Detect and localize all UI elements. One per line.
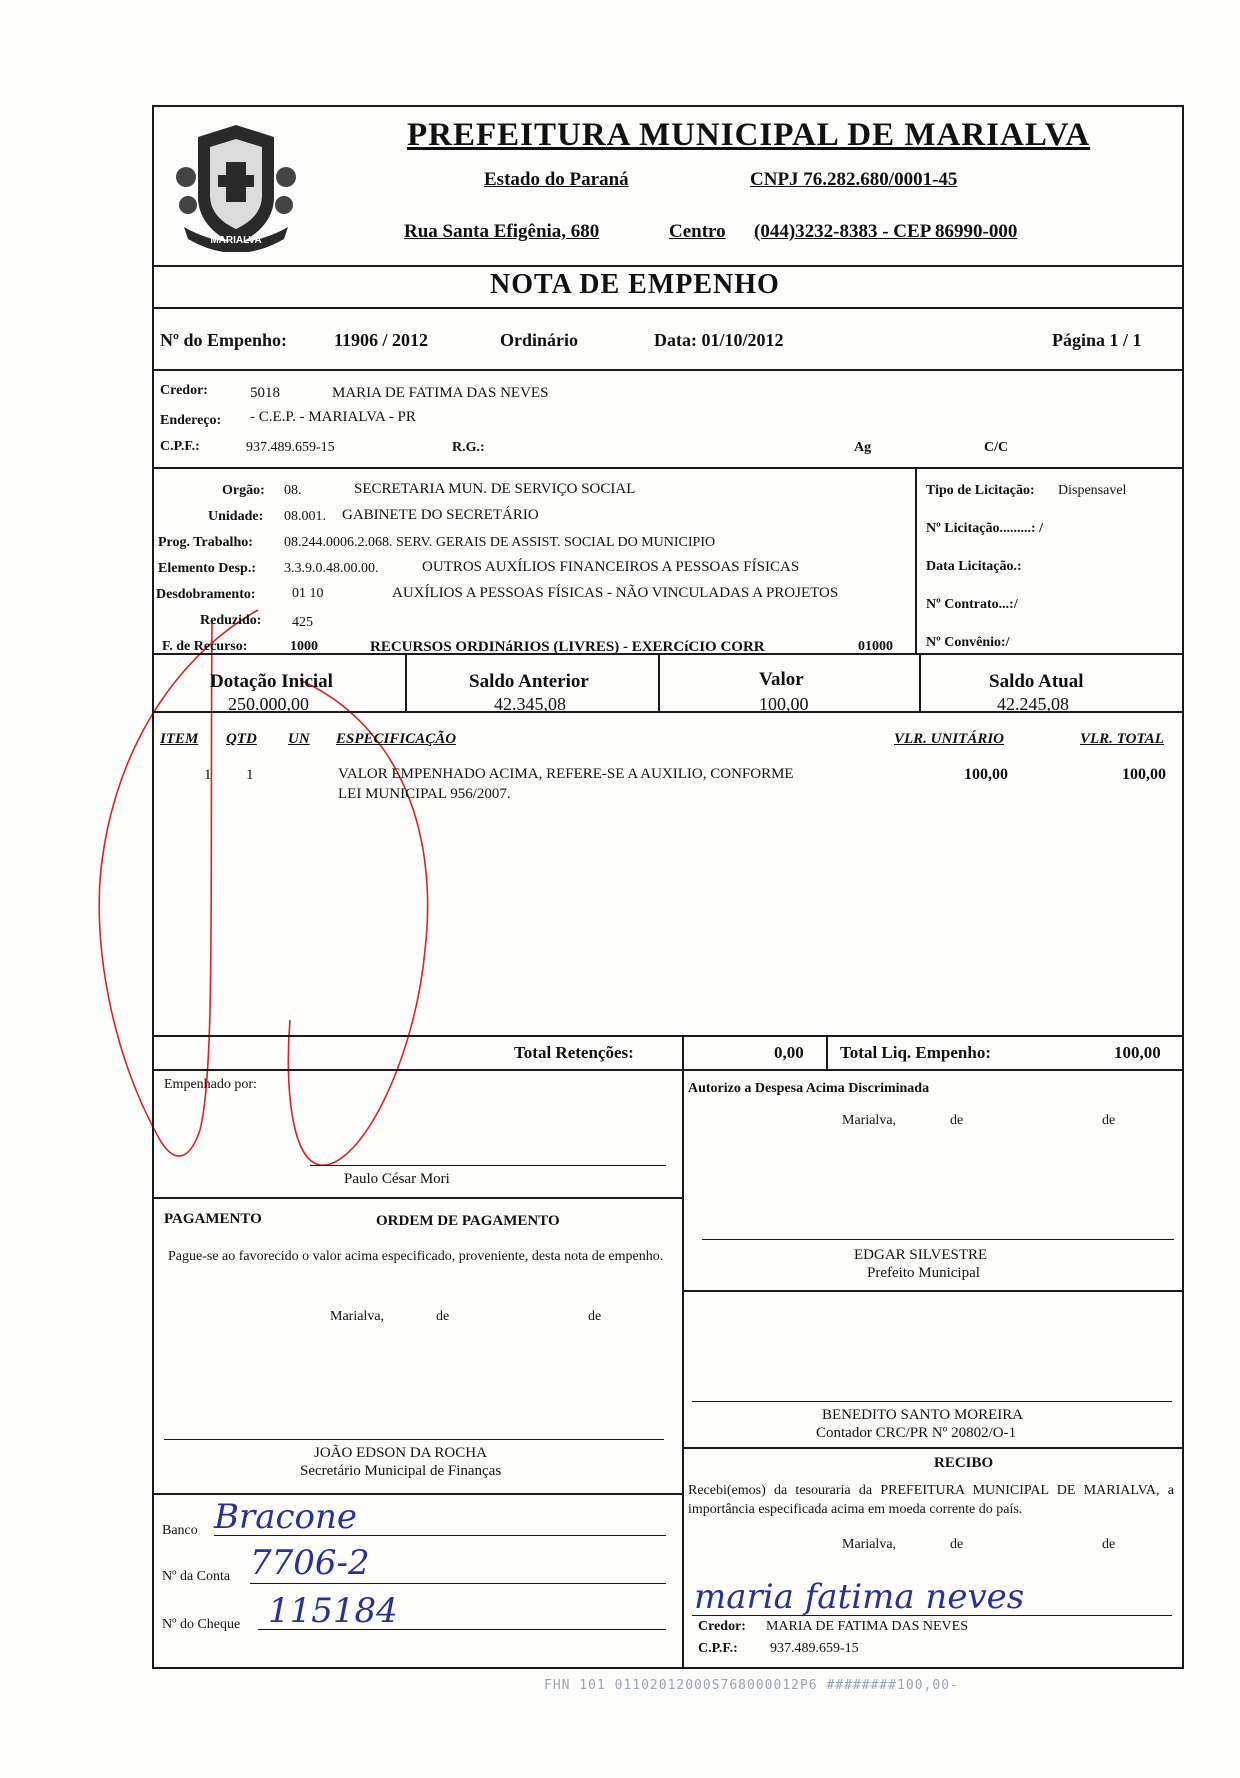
saldo-anterior-value: 42.345,08 [494, 694, 566, 714]
saldo-atual-label: Saldo Atual [989, 671, 1084, 692]
prefeito-name: EDGAR SILVESTRE [854, 1247, 988, 1263]
desdobramento-name: AUXÍLIOS A PESSOAS FÍSICAS - NÃO VINCULADAS A PROJETOS [392, 585, 839, 601]
credor-label: Credor: [160, 383, 208, 398]
autorizo-title: Autorizo a Despesa Acima Discriminada [688, 1081, 930, 1096]
desdobramento-code: 01 10 [292, 586, 324, 601]
desdobramento-label: Desdobramento: [156, 587, 256, 602]
banco-handwritten: Bracone [214, 1497, 358, 1537]
empenho-type: Ordinário [500, 330, 579, 350]
tipo-licitacao-label: Tipo de Licitação: [926, 483, 1035, 498]
tipo-licitacao-value: Dispensavel [1058, 483, 1127, 498]
num-contrato: Nº Contrato...:/ [926, 597, 1018, 612]
page-number: Página 1 / 1 [1052, 330, 1142, 350]
cc-label: C/C [984, 440, 1009, 455]
document-title: NOTA DE EMPENHO [490, 269, 780, 300]
credor-code: 5018 [250, 385, 280, 401]
pagamento-label: PAGAMENTO [164, 1211, 262, 1227]
recibo-place: Marialva, [842, 1537, 897, 1552]
cpf-value: 937.489.659-15 [246, 440, 335, 455]
autorizo-de1: de [950, 1113, 964, 1128]
elemento-code: 3.3.9.0.48.00.00. [284, 561, 379, 576]
retencoes-label: Total Retenções: [514, 1043, 634, 1062]
valor-value: 100,00 [759, 694, 809, 714]
item-unit-value: 100,00 [964, 766, 1008, 783]
recibo-de1: de [950, 1537, 964, 1552]
empenhado-por-label: Empenhado por: [164, 1077, 257, 1092]
prefeitura-title: PREFEITURA MUNICIPAL DE MARIALVA [407, 117, 1091, 153]
item-spec-line2: LEI MUNICIPAL 956/2007. [338, 786, 511, 802]
pagamento-de1: de [436, 1309, 450, 1324]
recibo-cpf-label: C.P.F.: [698, 1641, 738, 1656]
num-licitacao: Nº Licitação.........: / [926, 521, 1043, 536]
recibo-cpf-value: 937.489.659-15 [770, 1641, 859, 1656]
recibo-de2: de [1102, 1537, 1116, 1552]
autorizo-place: Marialva, [842, 1113, 897, 1128]
street-address: Rua Santa Efigênia, 680 [404, 221, 600, 242]
contador-name: BENEDITO SANTO MOREIRA [822, 1407, 1024, 1423]
recurso-number: 01000 [858, 639, 893, 654]
rg-label: R.G.: [452, 440, 485, 455]
recibo-credor-name: MARIA DE FATIMA DAS NEVES [766, 1619, 968, 1634]
item-spec-line1: VALOR EMPENHADO ACIMA, REFERE-SE A AUXILIO, CONFORME [338, 766, 794, 782]
endereco-label: Endereço: [160, 413, 222, 428]
prog-trabalho-label: Prog. Trabalho: [158, 535, 253, 550]
item-number: 1 [204, 767, 212, 783]
municipal-seal-icon [174, 117, 299, 252]
orgao-code: 08. [284, 483, 302, 498]
cheque-handwritten: 115184 [268, 1591, 398, 1631]
col-header-qtd: QTD [226, 731, 257, 747]
cnpj: CNPJ 76.282.680/0001-45 [750, 169, 958, 190]
banco-label: Banco [162, 1523, 198, 1538]
dotacao-label: Dotação Inicial [210, 671, 333, 692]
recurso-label: F. de Recurso: [162, 639, 248, 654]
credor-name: MARIA DE FATIMA DAS NEVES [332, 385, 549, 401]
phone-cep: (044)3232-8383 - CEP 86990-000 [754, 221, 1018, 242]
unidade-code: 08.001. [284, 509, 326, 524]
cheque-label: Nº do Cheque [162, 1617, 241, 1632]
pagamento-text: Pague-se ao favorecido o valor acima especificado, proveniente, desta nota de empenho. [168, 1249, 664, 1264]
pagamento-de2: de [588, 1309, 602, 1324]
elemento-name: OUTROS AUXÍLIOS FINANCEIROS A PESSOAS FÍSICAS [422, 559, 800, 575]
ordem-pagamento-title: ORDEM DE PAGAMENTO [376, 1213, 560, 1229]
autorizo-de2: de [1102, 1113, 1116, 1128]
valor-label: Valor [759, 669, 804, 690]
state-name: Estado do Paraná [484, 169, 629, 190]
secretario-name: JOÃO EDSON DA ROCHA [314, 1445, 487, 1461]
empenho-number: 11906 / 2012 [334, 330, 429, 350]
svg-text:MARIALVA: MARIALVA [210, 235, 262, 246]
col-header-total-value: VLR. TOTAL [1080, 731, 1164, 747]
credor-signature: maria fatima neves [694, 1577, 1025, 1617]
orgao-label: Orgão: [222, 483, 265, 498]
endereco-value: - C.E.P. - MARIALVA - PR [250, 409, 416, 425]
nota-empenho-document [152, 105, 1184, 1669]
reduzido-value: 425 [292, 615, 313, 630]
prefeito-role: Prefeito Municipal [867, 1265, 980, 1281]
empenhado-por-name: Paulo César Mori [344, 1171, 450, 1187]
liq-empenho-label: Total Liq. Empenho: [840, 1043, 991, 1062]
ag-label: Ag [854, 440, 872, 455]
data-licitacao: Data Licitação.: [926, 559, 1022, 574]
saldo-atual-value: 42.245,08 [997, 694, 1069, 714]
prog-trabalho-value: 08.244.0006.2.068. SERV. GERAIS DE ASSIST. SOCIAL DO MUNICIPIO [284, 535, 716, 550]
col-header-spec: ESPECIFICAÇÃO [336, 731, 457, 747]
recibo-title: RECIBO [934, 1455, 994, 1471]
liq-empenho-value: 100,00 [1114, 1043, 1161, 1062]
unidade-label: Unidade: [208, 509, 264, 524]
empenho-date: Data: 01/10/2012 [654, 330, 784, 350]
item-total-value: 100,00 [1122, 766, 1166, 783]
dotacao-value: 250.000,00 [228, 694, 309, 714]
unidade-name: GABINETE DO SECRETÁRIO [342, 507, 539, 523]
pagamento-place: Marialva, [330, 1309, 385, 1324]
item-qtd: 1 [246, 767, 254, 783]
scan-footer-code: FHN 101 01102012000S768000012P6 ########100,00- [544, 1678, 959, 1693]
reduzido-label: Reduzido: [200, 613, 262, 628]
retencoes-value: 0,00 [774, 1043, 804, 1062]
recurso-code: 1000 [290, 639, 318, 654]
recurso-name: RECURSOS ORDINáRIOS (LIVRES) - EXERCíCIO CORR [370, 639, 765, 655]
conta-label: Nº da Conta [162, 1569, 231, 1584]
empenho-label: Nº do Empenho: [160, 330, 287, 350]
secretario-role: Secretário Municipal de Finanças [300, 1463, 502, 1479]
col-header-un: UN [288, 731, 310, 747]
recibo-text: Recebi(emos) da tesouraria da PREFEITURA MUNICIPAL DE MARIALVA, a importância especificada acima em moeda corrente do país. [688, 1483, 1174, 1517]
saldo-anterior-label: Saldo Anterior [469, 671, 589, 692]
col-header-unit-value: VLR. UNITÁRIO [894, 731, 1005, 747]
conta-handwritten: 7706-2 [250, 1543, 370, 1583]
contador-role: Contador CRC/PR Nº 20802/O-1 [816, 1425, 1017, 1441]
elemento-label: Elemento Desp.: [158, 561, 256, 576]
recibo-credor-label: Credor: [698, 1619, 746, 1634]
col-header-item: ITEM [160, 731, 199, 747]
district: Centro [669, 221, 726, 242]
orgao-name: SECRETARIA MUN. DE SERVIÇO SOCIAL [354, 481, 636, 497]
num-convenio: Nº Convênio:/ [926, 635, 1010, 650]
cpf-label: C.P.F.: [160, 439, 200, 454]
